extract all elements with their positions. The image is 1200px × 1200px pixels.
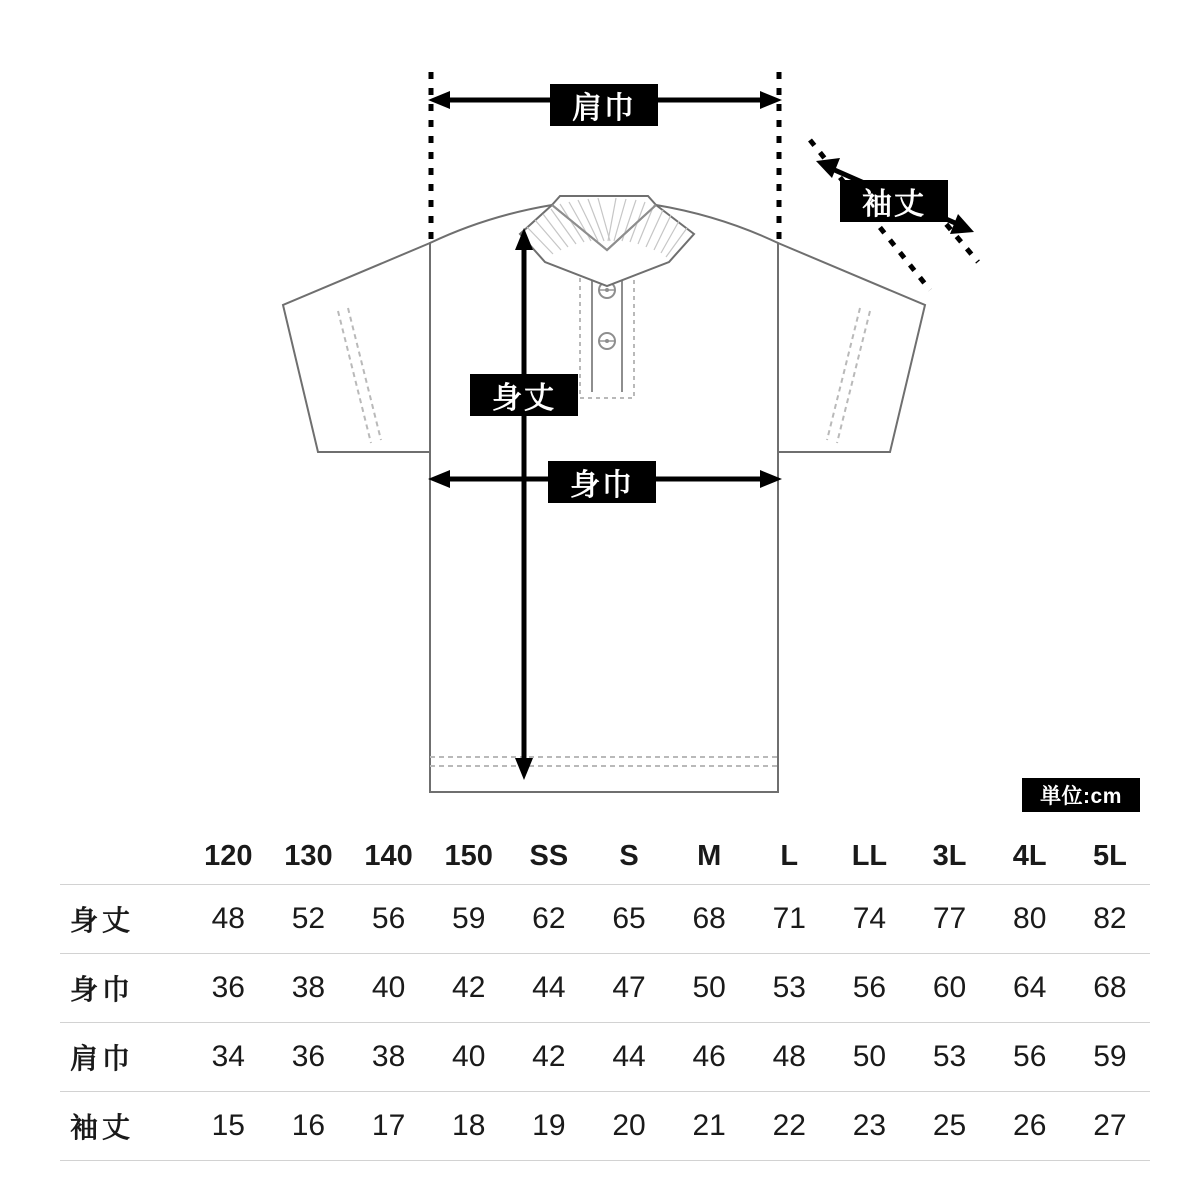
table-cell: 36 [211, 971, 245, 1004]
size-header: 130 [284, 839, 333, 872]
table-row [60, 885, 1150, 954]
table-cell: 59 [452, 902, 486, 935]
unit-badge: 単位:cm [1022, 778, 1140, 812]
table-cell: 53 [932, 1040, 967, 1073]
table-cell: 64 [1013, 971, 1047, 1004]
row-label: 肩巾 [70, 1043, 135, 1074]
table-cell: 65 [612, 902, 646, 935]
table-cell: 44 [612, 1040, 646, 1073]
table-header-row [60, 828, 1150, 885]
table-cell: 56 [371, 902, 406, 935]
table-cell: 50 [852, 1040, 887, 1073]
table-cell: 38 [371, 1040, 406, 1073]
row-label: 身巾 [70, 974, 135, 1005]
table-cell: 82 [1093, 902, 1127, 935]
table-row [60, 1023, 1150, 1092]
table-cell: 16 [291, 1109, 326, 1142]
size-header: SS [529, 839, 569, 872]
table-cell: 19 [532, 1109, 566, 1142]
table-cell: 56 [1013, 1040, 1047, 1073]
table-header [60, 828, 1150, 885]
table-cell: 52 [291, 902, 326, 935]
table-cell: 48 [211, 902, 245, 935]
table-cell: 62 [532, 902, 566, 935]
size-header: 3L [932, 839, 967, 872]
table-cell: 27 [1093, 1109, 1127, 1142]
table-cell: 50 [692, 971, 726, 1004]
label-body-width: 身巾 [548, 461, 656, 503]
size-header: LL [851, 839, 888, 872]
table-row [60, 954, 1150, 1023]
table-cell: 46 [692, 1040, 726, 1073]
size-header: 120 [204, 839, 253, 872]
table-cell: 71 [772, 902, 806, 935]
table-cell: 17 [371, 1109, 406, 1142]
size-header: 150 [444, 839, 493, 872]
table-cell: 68 [692, 902, 726, 935]
size-header: M [697, 839, 722, 872]
table-cell: 23 [852, 1109, 887, 1142]
table-corner [60, 828, 188, 885]
label-sleeve-length: 袖丈 [840, 180, 948, 222]
size-header: 4L [1012, 839, 1047, 872]
table-row [60, 1092, 1150, 1161]
table-cell: 42 [532, 1040, 566, 1073]
table-cell: 38 [291, 971, 326, 1004]
table-cell: 22 [772, 1109, 806, 1142]
table-cell: 80 [1013, 902, 1047, 935]
table-cell: 21 [692, 1109, 726, 1142]
table-cell: 74 [852, 902, 887, 935]
row-label: 身丈 [70, 905, 135, 936]
size-header: L [780, 839, 799, 872]
table-cell: 26 [1013, 1109, 1047, 1142]
table-body [60, 885, 1150, 1161]
table-cell: 68 [1093, 971, 1127, 1004]
table-cell: 53 [772, 971, 806, 1004]
table-cell: 44 [532, 971, 566, 1004]
table-cell: 56 [852, 971, 887, 1004]
table-cell: 40 [452, 1040, 486, 1073]
table-cell: 48 [772, 1040, 806, 1073]
table-cell: 77 [932, 902, 967, 935]
table-cell: 34 [211, 1040, 245, 1073]
size-header: 140 [364, 839, 413, 872]
table-cell: 25 [932, 1109, 967, 1142]
size-table [60, 828, 1150, 1161]
table-cell: 59 [1093, 1040, 1127, 1073]
table-cell: 42 [452, 971, 486, 1004]
table-cell: 36 [291, 1040, 326, 1073]
label-shoulder-width: 肩巾 [550, 84, 658, 126]
table-cell: 60 [932, 971, 967, 1004]
table-cell: 15 [211, 1109, 245, 1142]
size-header: S [619, 839, 639, 872]
table-cell: 40 [371, 971, 406, 1004]
table-cell: 18 [452, 1109, 486, 1142]
row-label: 袖丈 [70, 1112, 135, 1143]
size-header: 5L [1092, 839, 1127, 872]
table-cell: 20 [612, 1109, 646, 1142]
label-body-length: 身丈 [470, 374, 578, 416]
table-cell: 47 [612, 971, 646, 1004]
